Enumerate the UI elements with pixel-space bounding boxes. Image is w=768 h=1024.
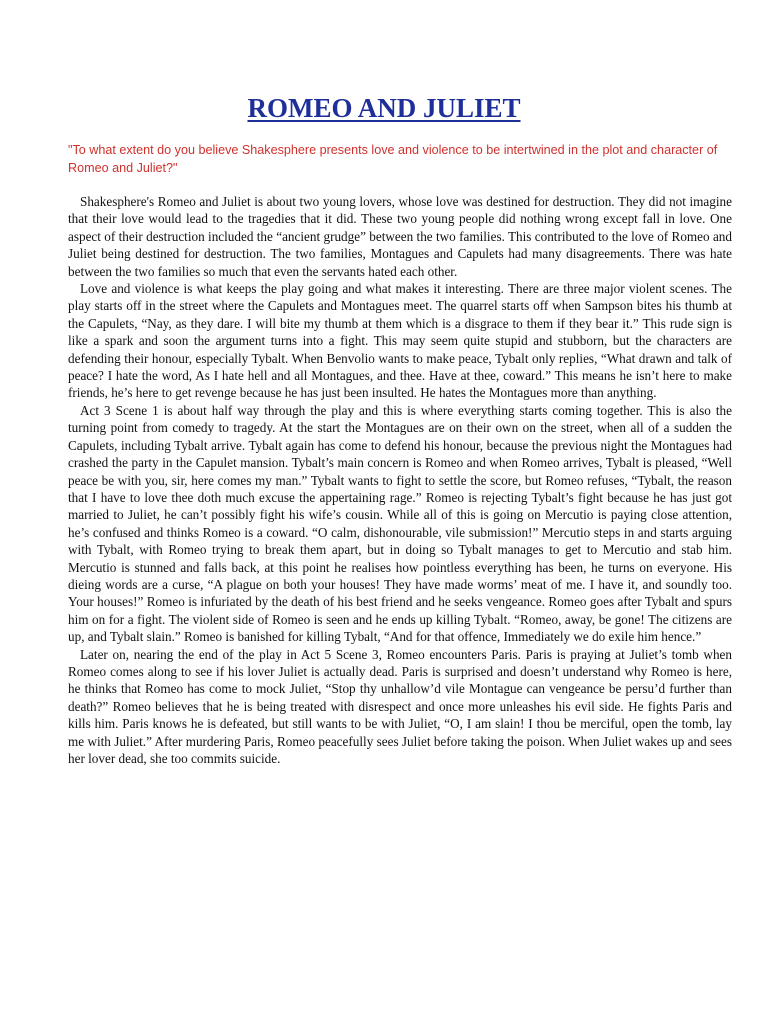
essay-question: "To what extent do you believe Shakesphere presents love and violence to be intertwined in the plot and character of Romeo and Juliet?" (68, 143, 718, 175)
paragraph-1: Shakesphere's Romeo and Juliet is about two young lovers, whose love was destined for destruction. They did not imagine that their love would lead to the tragedies that it did. These two young people did nothing wrong except fall in love. One aspect of their destruction included the “ancient grudge” between the two families. This contributed to the love of Romeo and Juliet being destined for destruction. The two families, Montagues and Capulets had many disagreements. There was hate between the two families so much that even the servants hated each other. (68, 194, 732, 279)
essay-body (68, 193, 732, 767)
document-title (0, 92, 768, 124)
document-title-text: ROMEO AND JULIET (247, 93, 521, 123)
paragraph-4: Later on, nearing the end of the play in Act 5 Scene 3, Romeo encounters Paris. Paris is praying at Juliet’s tomb when Romeo comes along to see if his lover Juliet is actually dead. Paris is surprised and doesn’t understand why Romeo is here, he thinks that Romeo has come to mock Juliet, “Stop thy unhallow’d vile Montague can vengeance be persu’d further than death?” Romeo believes that he is being treated with disrespect and once more unleashes his evil side. He fights Paris and kills him. Paris knows he is defeated, but still wants to be with Juliet, “O, I am slain! I thou be merciful, open the tomb, lay me with Juliet.” After murdering Paris, Romeo peacefully sees Juliet before taking the poison. When Juliet wakes up and sees her lover dead, she too commits suicide. (68, 646, 732, 766)
paragraph-2: Love and violence is what keeps the play going and what makes it interesting. There are three major violent scenes. The play starts off in the street where the Capulets and Montagues meet. The quarrel starts off when Sampson bites his thumb at the Capulets, “Nay, as they dare. I will bite my thumb at them which is a disgrace to them if they bear it.” This rude sign is like a spark and soon the argument turns into a fight. This may seem quite stupid and stubborn, but the characters are defending their honour, especially Tybalt. When Benvolio wants to make peace, Tybalt only replies, “What drawn and talk of peace? I hate the word, As I hate hell and all Montagues, and thee. Have at thee, coward.” This means he isn’t here to make friends, he’s here to get revenge because he has just been insulted. He hates the Montagues more than anything. (68, 281, 732, 401)
paragraph-3: Act 3 Scene 1 is about half way through the play and this is where everything starts coming together. This is also the turning point from comedy to tragedy. At the start the Montagues are on their own on the street, when all of a sudden the Capulets, including Tybalt arrive. Tybalt again has come to defend his honour, because the previous night the Montagues had crashed the party in the Capulet mansion. Tybalt’s main concern is Romeo and when Romeo arrives, Tybalt is pleased, “Well peace be with you, sir, here comes my man.” Tybalt wants to fight to settle the score, but Romeo refuses, “Tybalt, the reason that I have to love thee doth much excuse the appertaining rage.” Romeo is rejecting Tybalt’s fight because he has just got married to Juliet, he can’t possibly fight his wife’s cousin. While all of this is going on Mercutio is paying close attention, he’s confused and thinks Romeo is a coward. “O calm, dishonourable, vile submission!” Mercutio steps in and starts arguing with Tybalt, with Romeo trying to break them apart, but in doing so Tybalt manages to get to Mercutio and stab him. Mercutio is stunned and falls back, at this point he realises how pointless everything has been, he turns on everyone. His dieing words are a curse, “A plague on both your houses! They have made worms’ meat of me. I have it, and soundly too. Your houses!” Romeo is infuriated by the death of his best friend and he seeks vengeance. Romeo goes after Tybalt and spurs him on for a fight. The violent side of Romeo is seen and he ends up killing Tybalt. “Romeo, away, be gone! The citizens are up, and Tybalt slain.” Romeo is banished for killing Tybalt, “And for that offence, Immediately we do exile him hence.” (68, 402, 732, 645)
